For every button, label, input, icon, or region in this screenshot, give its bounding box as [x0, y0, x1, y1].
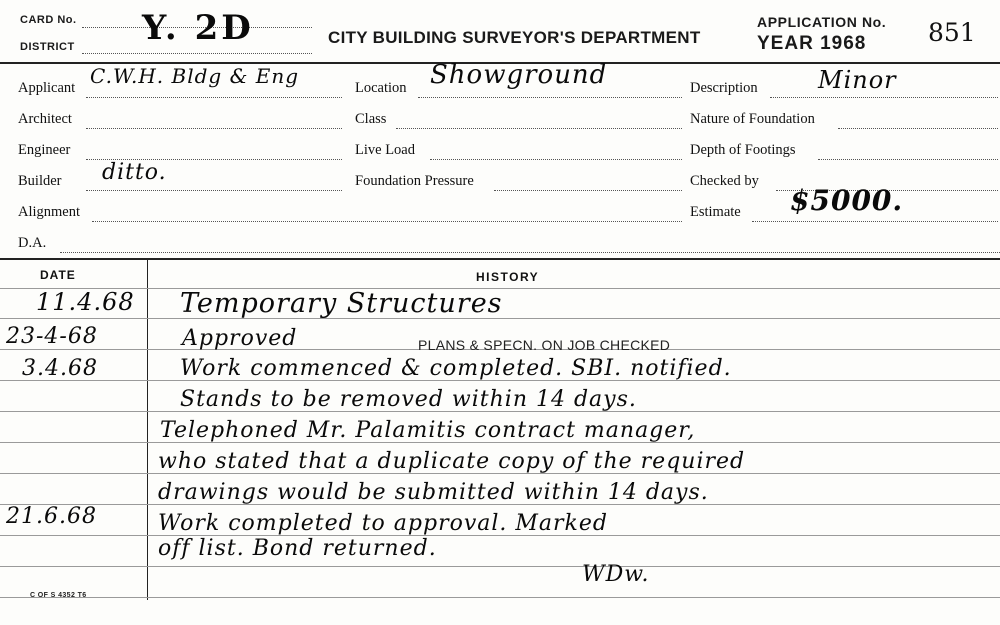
class-line	[396, 128, 682, 129]
description-label: Description	[690, 80, 758, 96]
history-line: Approved	[182, 326, 298, 351]
plans-checked-stamp: PLANS & SPECN. ON JOB CHECKED	[418, 337, 671, 353]
architect-label: Architect	[18, 111, 72, 127]
location-label: Location	[355, 80, 407, 96]
applicant-line	[86, 97, 342, 98]
nature-of-foundation-line	[838, 128, 998, 129]
history-date: 23-4-68	[6, 324, 98, 349]
section-rule	[0, 258, 1000, 260]
district-label: DISTRICT	[20, 41, 75, 53]
foundation-pressure-line	[494, 190, 682, 191]
depth-of-footings-line	[818, 159, 998, 160]
card-number: 851	[928, 18, 976, 47]
history-line: Stands to be removed within 14 days.	[180, 387, 637, 412]
checked-by-label: Checked by	[690, 173, 759, 189]
builder-line	[86, 190, 342, 191]
history-line: Work commenced & completed. SBI. notified.	[180, 356, 732, 381]
estimate-line	[752, 221, 998, 222]
estimate-label: Estimate	[690, 204, 741, 220]
applicant-value: C.W.H. Bldg & Eng	[90, 64, 300, 88]
date-header: DATE	[40, 268, 76, 282]
live-load-label: Live Load	[355, 142, 415, 158]
history-date: 21.6.68	[6, 504, 97, 529]
date-column-divider	[147, 260, 148, 600]
district-line	[82, 53, 312, 54]
rule-line-10	[0, 566, 1000, 567]
history-line: Work completed to approval. Marked	[158, 511, 608, 536]
history-date: 11.4.68	[36, 288, 135, 316]
application-no-label: APPLICATION No.	[757, 14, 887, 30]
history-line: off list. Bond returned.	[158, 536, 437, 561]
card-no-handwritten: Y. 2D	[142, 8, 254, 48]
history-line: drawings would be submitted within 14 days.	[158, 480, 709, 505]
applicant-label: Applicant	[18, 80, 76, 96]
estimate-value: $5000.	[790, 184, 904, 217]
da-label: D.A.	[18, 235, 47, 251]
history-line: who stated that a duplicate copy of the required	[158, 449, 746, 474]
engineer-label: Engineer	[18, 142, 71, 158]
description-value: Minor	[818, 66, 897, 94]
history-date: 3.4.68	[22, 356, 98, 381]
location-line	[418, 97, 682, 98]
builder-label: Builder	[18, 173, 62, 189]
description-line	[770, 97, 998, 98]
architect-line	[86, 128, 342, 129]
initials: WDw.	[582, 562, 650, 587]
history-header: HISTORY	[476, 270, 540, 284]
rule-line-11	[0, 597, 1000, 598]
depth-of-footings-label: Depth of Footings	[690, 142, 796, 158]
live-load-line	[430, 159, 682, 160]
alignment-label: Alignment	[18, 204, 81, 220]
history-line: Telephoned Mr. Palamitis contract manager,	[160, 418, 696, 443]
alignment-line	[92, 221, 682, 222]
form-code: C OF S 4352 T6	[30, 592, 87, 599]
department-title: CITY BUILDING SURVEYOR'S DEPARTMENT	[328, 28, 701, 47]
foundation-pressure-label: Foundation Pressure	[355, 173, 474, 189]
card-no-label: CARD No.	[20, 14, 77, 26]
history-line: Temporary Structures	[180, 288, 503, 319]
nature-of-foundation-label: Nature of Foundation	[690, 111, 815, 127]
engineer-value: ditto.	[102, 160, 167, 185]
year-label: YEAR 1968	[757, 33, 867, 54]
da-line	[60, 252, 1000, 253]
location-value: Showground	[430, 60, 608, 90]
class-label: Class	[355, 111, 387, 127]
